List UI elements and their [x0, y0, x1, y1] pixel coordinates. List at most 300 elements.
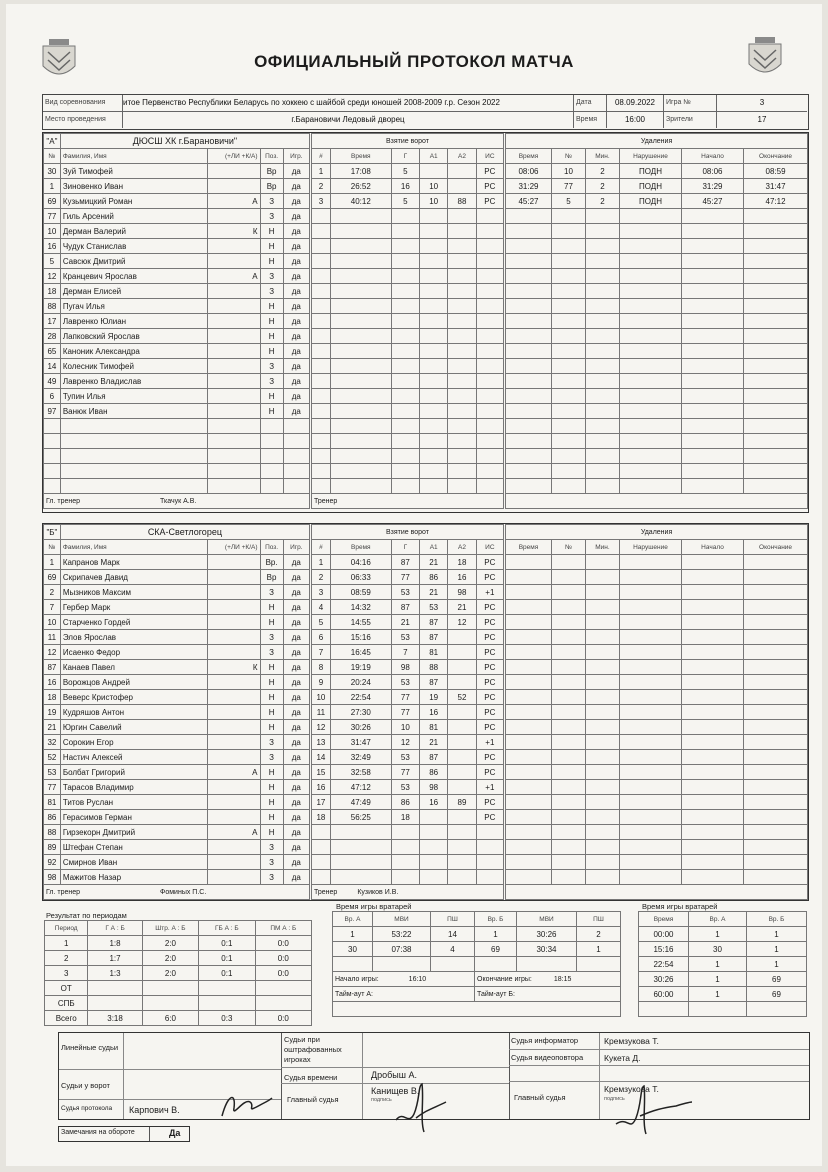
goal-scorer [391, 329, 419, 344]
penalty-start [682, 810, 744, 825]
player-number: 18 [44, 284, 61, 299]
goal-time: 19:19 [330, 660, 391, 675]
penalty-row [506, 660, 808, 675]
goal-row [312, 299, 504, 314]
player-name: Колесник Тимофей [60, 359, 207, 374]
penalty-time [506, 660, 552, 675]
referee-value: Канищев В. [371, 1086, 420, 1096]
penalty-col-header: № [552, 540, 586, 555]
goal-index [312, 404, 331, 419]
goal-time [330, 374, 391, 389]
coach-label: Гл. тренер [46, 497, 81, 505]
protocol-sheet [6, 4, 822, 1166]
team-b-penalties-table [505, 524, 808, 900]
penalty-start [682, 795, 744, 810]
goal-row [312, 194, 504, 209]
penalty-infraction [620, 344, 682, 359]
penalty-player [552, 344, 586, 359]
penalty-end [744, 479, 808, 494]
goal-time: 26:52 [330, 179, 391, 194]
player-role [207, 555, 260, 570]
goal-assist2 [448, 720, 476, 735]
penalty-time [506, 434, 552, 449]
player-name: Гирзекорн Дмитрий [60, 825, 207, 840]
venue-value: г.Барановичи Ледовый дворец [123, 112, 574, 128]
goal-scorer [391, 404, 419, 419]
penalty-row [506, 570, 808, 585]
goalie-changes-col-header: Время [639, 912, 689, 927]
player-played: да [283, 329, 309, 344]
goal-situation: PC [476, 675, 503, 690]
goal-situation [476, 254, 503, 269]
penalty-minutes [586, 750, 620, 765]
goalie-changes-empty-cell [639, 1002, 689, 1017]
player-name: Болбат Григорий [60, 765, 207, 780]
goal-situation [476, 329, 503, 344]
goalie-change-time: 00:00 [639, 927, 689, 942]
goal-col-header: А1 [420, 149, 448, 164]
penalty-start [682, 555, 744, 570]
penalty-minutes [586, 314, 620, 329]
period-penalties: 2:0 [142, 936, 198, 951]
penalty-row [506, 585, 808, 600]
player-name [60, 434, 207, 449]
penalty-minutes [586, 449, 620, 464]
goal-row [312, 600, 504, 615]
goal-scorer [391, 359, 419, 374]
goal-scorer: 18 [391, 810, 419, 825]
penalty-start [682, 870, 744, 885]
player-row [44, 555, 310, 570]
goal-index [312, 209, 331, 224]
player-position: З [260, 855, 283, 870]
goal-situation [476, 404, 503, 419]
game-value: 3 [717, 95, 807, 112]
penalty-minutes [586, 224, 620, 239]
player-position: Н [260, 765, 283, 780]
goal-situation: PC [476, 750, 503, 765]
goals-title-row [312, 525, 504, 540]
penalty-player [552, 705, 586, 720]
player-number: 18 [44, 690, 61, 705]
penalty-player [552, 284, 586, 299]
penalty-minutes [586, 329, 620, 344]
goal-scorer: 12 [391, 735, 419, 750]
period-empty-net: 0:1 [199, 936, 255, 951]
coach-name: Фоминых П.С. [160, 888, 207, 896]
penalty-infraction [620, 615, 682, 630]
penalty-minutes [586, 570, 620, 585]
penalty-minutes [586, 404, 620, 419]
penalty-time [506, 209, 552, 224]
player-row [44, 389, 310, 404]
player-row [44, 780, 310, 795]
player-played: да [283, 179, 309, 194]
goals-header-row [312, 149, 504, 164]
trainer-cell [312, 885, 504, 900]
penalty-end [744, 660, 808, 675]
goal-situation: PC [476, 645, 503, 660]
player-position: З [260, 585, 283, 600]
goal-index [312, 374, 331, 389]
player-row [44, 344, 310, 359]
goal-situation: PC [476, 690, 503, 705]
player-number: 97 [44, 404, 61, 419]
goal-time [330, 269, 391, 284]
period-label: СПБ [45, 996, 88, 1011]
goal-row [312, 179, 504, 194]
player-played [283, 449, 309, 464]
goal-assist1: 19 [420, 690, 448, 705]
goal-assist2 [448, 780, 476, 795]
goalie-a-goals: 4 [431, 942, 475, 957]
goal-time [330, 464, 391, 479]
penalty-row [506, 314, 808, 329]
goal-assist1 [420, 419, 448, 434]
player-row [44, 870, 310, 885]
goal-situation: PC [476, 615, 503, 630]
penalties-title: Удаления [506, 134, 808, 149]
goal-row [312, 840, 504, 855]
penalty-time [506, 810, 552, 825]
penalty-end [744, 765, 808, 780]
goalie-a-goals: 14 [431, 927, 475, 942]
timekeeper-value: Дробыш А. [371, 1070, 417, 1080]
period-empty-net: 0:1 [199, 966, 255, 981]
goal-assist2 [448, 329, 476, 344]
penalty-player [552, 765, 586, 780]
goal-scorer [391, 479, 419, 494]
penalty-row [506, 840, 808, 855]
player-row [44, 750, 310, 765]
player-number: 52 [44, 750, 61, 765]
goal-index: 10 [312, 690, 331, 705]
goal-scorer: 53 [391, 780, 419, 795]
penalty-infraction [620, 630, 682, 645]
penalty-time [506, 479, 552, 494]
goal-row [312, 855, 504, 870]
goal-assist1: 81 [420, 720, 448, 735]
penalty-row [506, 870, 808, 885]
penalty-end [744, 600, 808, 615]
coach-label: Гл. тренер [46, 888, 81, 896]
period-col-header: Период [45, 921, 88, 936]
penalty-minutes [586, 299, 620, 314]
goal-index: 6 [312, 630, 331, 645]
goal-situation [476, 239, 503, 254]
player-number: 81 [44, 795, 61, 810]
player-row [44, 329, 310, 344]
player-name [60, 449, 207, 464]
goal-assist2 [448, 855, 476, 870]
goal-row [312, 795, 504, 810]
player-role [207, 389, 260, 404]
goal-assist1: 16 [420, 795, 448, 810]
player-position: Н [260, 314, 283, 329]
penalty-infraction [620, 555, 682, 570]
goal-time: 14:32 [330, 600, 391, 615]
player-role [207, 735, 260, 750]
goal-scorer: 77 [391, 765, 419, 780]
referee2-sign-label: подпись [604, 1096, 625, 1102]
penalty-infraction: ПОДН [620, 179, 682, 194]
player-name: Ворожцов Андрей [60, 675, 207, 690]
penalty-infraction [620, 780, 682, 795]
video-label: Судья видеоповтора [511, 1053, 584, 1062]
player-row [44, 705, 310, 720]
goalie-b-number: 69 [475, 942, 517, 957]
goal-scorer [391, 434, 419, 449]
goal-row [312, 615, 504, 630]
goal-index: 8 [312, 660, 331, 675]
goal-time [330, 419, 391, 434]
goal-time: 22:54 [330, 690, 391, 705]
player-played: да [283, 299, 309, 314]
goal-scorer [391, 239, 419, 254]
player-row [44, 359, 310, 374]
player-position: Н [260, 810, 283, 825]
player-name: Дерман Елисей [60, 284, 207, 299]
penalty-player [552, 810, 586, 825]
player-role [207, 419, 260, 434]
goal-situation [476, 209, 503, 224]
goal-assist1: 10 [420, 179, 448, 194]
goal-assist1 [420, 870, 448, 885]
penalty-start [682, 585, 744, 600]
goal-scorer [391, 299, 419, 314]
goal-assist2 [448, 645, 476, 660]
roster-col-header: (+ЛИ +К/А) [207, 149, 260, 164]
goal-assist2 [448, 660, 476, 675]
goal-row [312, 720, 504, 735]
player-played: да [283, 855, 309, 870]
penalty-end [744, 434, 808, 449]
penalty-start [682, 675, 744, 690]
penalty-start [682, 615, 744, 630]
team-a-goals-table [311, 133, 504, 509]
player-position: З [260, 645, 283, 660]
player-number: 6 [44, 389, 61, 404]
goals-header-row [312, 540, 504, 555]
penalty-player [552, 239, 586, 254]
goal-situation [476, 359, 503, 374]
period-row [45, 966, 312, 981]
goal-scorer [391, 269, 419, 284]
goal-time: 08:59 [330, 585, 391, 600]
penalty-player [552, 434, 586, 449]
penalty-player [552, 299, 586, 314]
penalty-infraction [620, 464, 682, 479]
goalie-time-col-header: Вр. А [333, 912, 373, 927]
penalty-minutes [586, 855, 620, 870]
penalty-col-header: № [552, 149, 586, 164]
penalty-minutes [586, 254, 620, 269]
penalty-minutes [586, 284, 620, 299]
player-position: Н [260, 329, 283, 344]
goals-title: Взятие ворот [312, 134, 504, 149]
goal-situation [476, 464, 503, 479]
penalty-row [506, 449, 808, 464]
player-row [44, 239, 310, 254]
goal-time: 04:16 [330, 555, 391, 570]
penalty-start [682, 284, 744, 299]
informer-value: Кремзукова Т. [604, 1036, 659, 1046]
goal-scorer: 53 [391, 585, 419, 600]
goal-assist2 [448, 359, 476, 374]
goal-index: 13 [312, 735, 331, 750]
time-value: 16:00 [607, 112, 664, 128]
penalty-end [744, 690, 808, 705]
penalty-player [552, 419, 586, 434]
penalty-start [682, 765, 744, 780]
timekeeper-label: Судья времени [284, 1073, 338, 1082]
penalty-time [506, 359, 552, 374]
penalty-end [744, 735, 808, 750]
goal-situation [476, 299, 503, 314]
penalty-row [506, 780, 808, 795]
goal-scorer [391, 224, 419, 239]
goal-index [312, 479, 331, 494]
period-goals: 3:18 [88, 1011, 142, 1026]
penalty-end [744, 705, 808, 720]
penalty-col-header: Нарушение [620, 149, 682, 164]
goalie-time-col-header: ПШ [577, 912, 621, 927]
player-number: 5 [44, 254, 61, 269]
player-name: Веверс Кристофер [60, 690, 207, 705]
goal-index: 2 [312, 179, 331, 194]
penalty-empty-cell [506, 885, 808, 900]
goal-index: 3 [312, 194, 331, 209]
penalty-row [506, 209, 808, 224]
period-goals: 1:8 [88, 936, 142, 951]
penalty-minutes [586, 615, 620, 630]
goal-scorer [391, 449, 419, 464]
period-row [45, 936, 312, 951]
goalie-change-row [639, 987, 807, 1002]
goal-col-header: Г [391, 540, 419, 555]
goalie-change-b: 1 [747, 927, 807, 942]
goal-time [330, 314, 391, 329]
player-row [44, 720, 310, 735]
player-name: Пугач Илья [60, 299, 207, 314]
player-played: да [283, 630, 309, 645]
player-role [207, 675, 260, 690]
player-row [44, 825, 310, 840]
team-name: СКА-Светлогорец [60, 525, 309, 540]
goal-assist2 [448, 224, 476, 239]
player-position: Н [260, 825, 283, 840]
penalty-player [552, 404, 586, 419]
goal-row [312, 570, 504, 585]
coach-name: Ткачук А.В. [160, 497, 197, 505]
goalie-change-time: 15:16 [639, 942, 689, 957]
penalty-player [552, 750, 586, 765]
penalty-player [552, 224, 586, 239]
player-row [44, 374, 310, 389]
player-role [207, 795, 260, 810]
goal-situation: PC [476, 720, 503, 735]
player-played: да [283, 224, 309, 239]
goal-time: 32:49 [330, 750, 391, 765]
player-name [60, 464, 207, 479]
goal-assist2 [448, 164, 476, 179]
roster-col-header: Игр. [283, 540, 309, 555]
player-played [283, 479, 309, 494]
player-position [260, 479, 283, 494]
player-role: К [207, 660, 260, 675]
player-played [283, 419, 309, 434]
player-number: 69 [44, 194, 61, 209]
player-role [207, 585, 260, 600]
goal-scorer [391, 314, 419, 329]
goal-scorer: 53 [391, 675, 419, 690]
goal-assist1 [420, 374, 448, 389]
player-played: да [283, 870, 309, 885]
player-row [44, 434, 310, 449]
signature-referee2 [610, 1080, 694, 1136]
goal-situation: PC [476, 765, 503, 780]
player-position: Н [260, 660, 283, 675]
goal-assist1 [420, 464, 448, 479]
goalie-changes-empty-cell [747, 1002, 807, 1017]
player-played: да [283, 660, 309, 675]
penalty-end [744, 855, 808, 870]
competition-label: Вид соревнования [43, 95, 123, 112]
penalty-infraction [620, 329, 682, 344]
linesmen-label: Линейные судьи [61, 1043, 119, 1052]
spectators-value: 17 [757, 115, 767, 124]
goal-row [312, 555, 504, 570]
goal-situation: PC [476, 570, 503, 585]
goalie-change-b: 69 [747, 987, 807, 1002]
player-row [44, 615, 310, 630]
goal-time: 40:12 [330, 194, 391, 209]
penalty-row [506, 795, 808, 810]
goal-index: 2 [312, 570, 331, 585]
goalie-change-time: 30:26 [639, 972, 689, 987]
venue-label: Место проведения [43, 112, 123, 128]
penalty-row [506, 389, 808, 404]
goal-col-header: ИС [476, 149, 503, 164]
penalty-minutes [586, 645, 620, 660]
goal-assist2 [448, 344, 476, 359]
penalty-infraction [620, 449, 682, 464]
period-goals: 1:7 [88, 951, 142, 966]
player-number: 65 [44, 344, 61, 359]
penalty-time [506, 269, 552, 284]
player-position: З [260, 840, 283, 855]
penalty-start [682, 600, 744, 615]
goal-scorer: 16 [391, 179, 419, 194]
penalty-infraction: ПОДН [620, 194, 682, 209]
penalty-minutes [586, 690, 620, 705]
goal-situation: PC [476, 660, 503, 675]
penalty-row [506, 329, 808, 344]
player-number: 53 [44, 765, 61, 780]
goal-col-header: Г [391, 149, 419, 164]
goal-assist2 [448, 299, 476, 314]
penalty-infraction [620, 720, 682, 735]
player-position: Н [260, 389, 283, 404]
player-name: Настич Алексей [60, 750, 207, 765]
player-row [44, 164, 310, 179]
penalty-time [506, 449, 552, 464]
penalty-minutes [586, 825, 620, 840]
goal-assist2 [448, 675, 476, 690]
goalie-b-goals: 1 [577, 942, 621, 957]
timeouts-row [333, 987, 621, 1002]
penalty-minutes [586, 765, 620, 780]
